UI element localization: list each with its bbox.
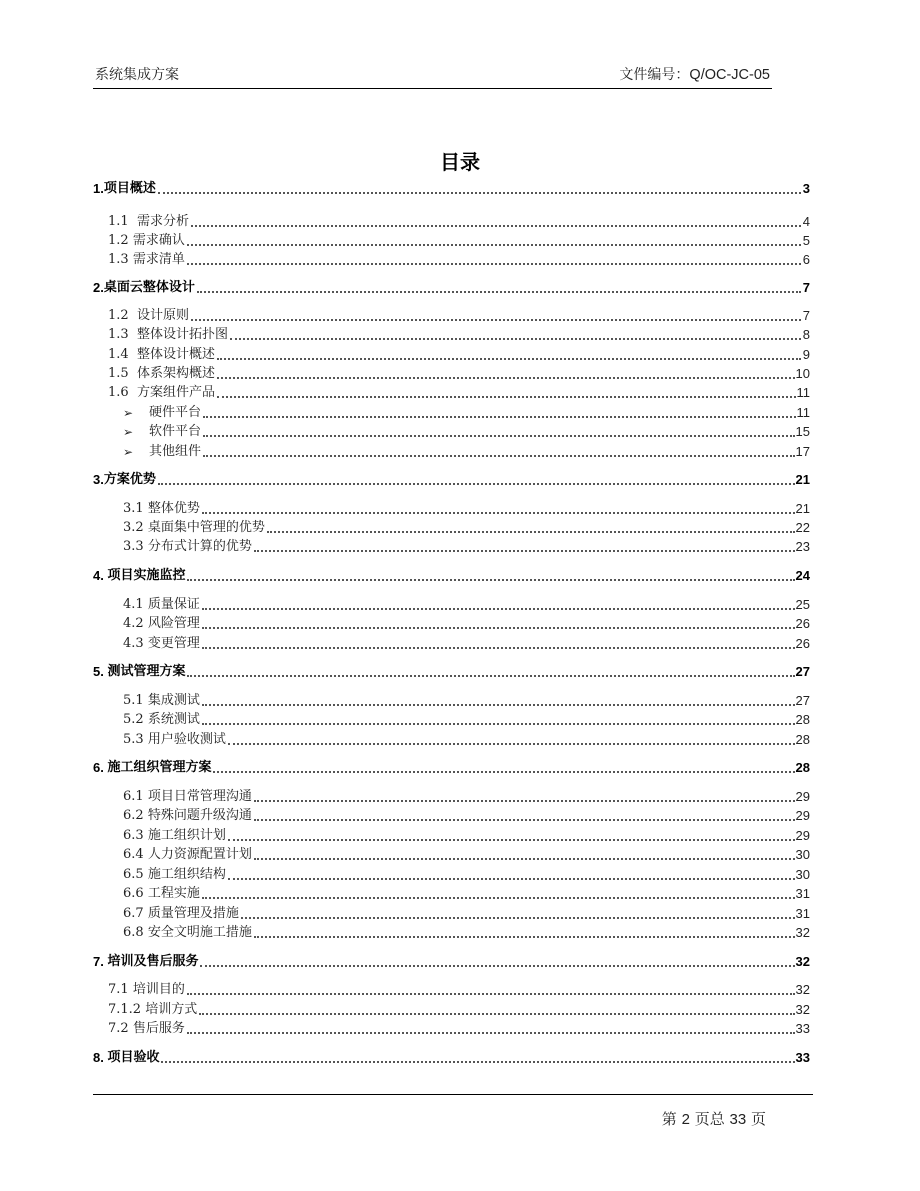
toc-entry-label: 整体优势 [147, 501, 200, 516]
toc-entry-number: 4. [93, 568, 108, 583]
dot-leader [158, 483, 795, 485]
dot-leader [217, 377, 795, 379]
dot-leader [203, 416, 795, 418]
toc-entry-label: 整体设计拓扑图 [136, 327, 228, 342]
toc-entry-label: 桌面云整体设计 [103, 280, 195, 295]
toc-entry-page: 5 [802, 233, 810, 248]
toc-entry-number: 3. [93, 472, 104, 487]
toc-entry[interactable] [123, 885, 810, 903]
toc-entry[interactable] [123, 731, 810, 749]
footer-total-pages: 33 [729, 1111, 747, 1128]
toc-entry-number: 6. [93, 760, 108, 775]
toc-entry-label: 变更管理 [147, 636, 200, 651]
toc-entry-page: 32 [795, 925, 810, 940]
toc-entry-page: 28 [795, 732, 810, 747]
toc-entry-label: 整体设计概述 [136, 347, 215, 362]
toc-entry[interactable] [123, 711, 810, 729]
toc-entry-page: 31 [795, 906, 810, 921]
toc-entry[interactable] [108, 1020, 810, 1038]
toc-entry-page: 32 [795, 1002, 810, 1017]
toc-entry-number: 5.3 [123, 732, 148, 747]
toc-entry[interactable] [108, 251, 810, 269]
toc-entry-label: 项目概述 [103, 181, 156, 196]
dot-leader [228, 839, 795, 841]
toc-entry-label: 需求分析 [136, 214, 189, 229]
toc-entry-number: 6.8 [123, 925, 148, 940]
dot-leader [187, 1032, 795, 1034]
toc-entry-page: 17 [795, 444, 810, 459]
toc-entry-number: 6.5 [123, 867, 148, 882]
toc-entry-number: 6.6 [123, 886, 148, 901]
toc-title: 目录 [440, 150, 480, 174]
toc-entry[interactable] [123, 500, 810, 518]
page-footer [0, 1108, 766, 1129]
toc-entry[interactable] [123, 807, 810, 825]
toc-entry[interactable] [123, 443, 810, 461]
toc-entry-page: 10 [795, 366, 810, 381]
dot-leader [200, 965, 794, 967]
dot-leader [267, 531, 795, 533]
toc-entry-page: 11 [796, 385, 810, 400]
arrow-bullet-icon: ➢ [123, 445, 134, 459]
toc-entry-page: 29 [795, 808, 810, 823]
toc-entry-label: 特殊问题升级沟通 [147, 808, 252, 823]
document-number-code: Q/OC-JC-05 [689, 67, 770, 83]
dot-leader [254, 936, 795, 938]
dot-leader [191, 225, 801, 227]
dot-leader [217, 358, 801, 360]
toc-entry-number: 5. [93, 664, 108, 679]
dot-leader [197, 291, 801, 293]
dot-leader [187, 263, 801, 265]
dot-leader [191, 319, 801, 321]
toc-entry-label: 安全文明施工措施 [147, 925, 252, 940]
dot-leader [187, 244, 801, 246]
footer-divider [93, 1094, 813, 1095]
toc-entry-page: 15 [795, 424, 810, 439]
footer-middle: 页总 [694, 1110, 725, 1128]
toc-entry-number: 4.3 [123, 636, 148, 651]
toc-entry-number: 5.1 [123, 693, 148, 708]
toc-entry-label: 方案组件产品 [136, 385, 215, 400]
dot-leader [213, 771, 794, 773]
dot-leader [187, 579, 794, 581]
toc-entry-label: 质量管理及措施 [147, 906, 239, 921]
toc-entry-page: 8 [802, 327, 810, 342]
toc-entry-number: 3.3 [123, 539, 148, 554]
dot-leader [202, 897, 795, 899]
toc-entry[interactable] [123, 404, 810, 422]
toc-entry-label: 分布式计算的优势 [147, 539, 252, 554]
toc-entry-number: 6.7 [123, 906, 148, 921]
toc-entry[interactable] [123, 866, 810, 884]
toc-entry-label: 方案优势 [103, 472, 156, 487]
footer-current-page: 2 [681, 1111, 690, 1128]
dot-leader [202, 627, 795, 629]
toc-entry-page: 29 [795, 828, 810, 843]
toc-entry-page: 27 [795, 664, 810, 679]
toc-entry-number: 7. [93, 954, 108, 969]
dot-leader [187, 993, 795, 995]
toc-entry-label: 培训方式 [145, 1002, 198, 1017]
toc-entry-label: 人力资源配置计划 [147, 847, 252, 862]
dot-leader [254, 858, 795, 860]
toc-entry-label: 体系架构概述 [136, 366, 215, 381]
toc-entry[interactable] [108, 213, 810, 231]
toc-entry-label: 风险管理 [147, 616, 200, 631]
toc-entry-page: 7 [802, 308, 810, 323]
toc-entry-number: 1.2 [108, 233, 133, 248]
document-title: 系统集成方案 [95, 67, 179, 83]
toc-entry-page: 32 [795, 982, 810, 997]
toc-entry-label: 需求确认 [132, 233, 185, 248]
page-header [93, 62, 772, 89]
dot-leader [254, 819, 795, 821]
toc-entry-page: 25 [795, 597, 810, 612]
toc-entry-label: 项目验收 [107, 1050, 160, 1065]
toc-entry-number: 7.1 [108, 982, 133, 997]
toc-entry-number: 1.6 [108, 385, 137, 400]
toc-entry[interactable] [123, 519, 810, 537]
dot-leader [202, 512, 795, 514]
toc-entry-number: 1.3 [108, 252, 133, 267]
toc-entry-label: 测试管理方案 [107, 664, 186, 679]
toc-entry[interactable] [108, 346, 810, 364]
toc-entry[interactable] [123, 788, 810, 806]
dot-leader [217, 396, 796, 398]
toc-entry-number: 1.3 [108, 327, 137, 342]
footer-suffix: 页 [750, 1110, 766, 1128]
dot-leader [161, 1061, 794, 1063]
toc-entry-number: 4.1 [123, 597, 148, 612]
toc-entry-page: 29 [795, 789, 810, 804]
dot-leader [202, 723, 795, 725]
dot-leader [202, 704, 795, 706]
arrow-bullet-icon: ➢ [123, 425, 134, 439]
toc-entry[interactable] [123, 692, 810, 710]
toc-entry-page: 33 [795, 1021, 810, 1036]
toc-entry[interactable] [108, 1001, 810, 1019]
toc-entry-page: 31 [795, 886, 810, 901]
toc-entry-label: 培训及售后服务 [107, 954, 199, 969]
toc-entry-number: 1.4 [108, 347, 137, 362]
toc-entry-page: 4 [802, 214, 810, 229]
toc-entry-number: 6.3 [123, 828, 148, 843]
toc-entry-label: 系统测试 [147, 712, 200, 727]
toc-entry-number: 5.2 [123, 712, 148, 727]
toc-entry[interactable] [108, 326, 810, 344]
toc-entry-number: 1. [93, 181, 104, 196]
toc-entry-number: 1.2 [108, 308, 137, 323]
toc-entry-label: 项目日常管理沟通 [147, 789, 252, 804]
dot-leader [203, 455, 795, 457]
toc-entry-number: 4.2 [123, 616, 148, 631]
toc-entry-number: 6.1 [123, 789, 148, 804]
dot-leader [230, 338, 801, 340]
toc-entry-label: 设计原则 [136, 308, 189, 323]
toc-entry-label: 培训目的 [132, 982, 185, 997]
toc-entry-page: 24 [795, 568, 810, 583]
toc-entry[interactable] [123, 635, 810, 653]
toc-entry[interactable] [108, 981, 810, 999]
toc-entry[interactable] [93, 180, 810, 198]
toc-entry-page: 3 [802, 181, 810, 196]
toc-entry-label: 桌面集中管理的优势 [147, 520, 265, 535]
toc-entry-number: 2. [93, 280, 104, 295]
toc-entry[interactable] [123, 423, 810, 441]
toc-entry-page: 28 [795, 712, 810, 727]
toc-entry-number: 3.2 [123, 520, 148, 535]
toc-entry-number: 6.2 [123, 808, 148, 823]
toc-entry-label: 工程实施 [147, 886, 200, 901]
toc-entry-page: 6 [802, 252, 810, 267]
toc-entry-number: 8. [93, 1050, 108, 1065]
dot-leader [228, 743, 795, 745]
dot-leader [202, 647, 795, 649]
toc-entry-label: 售后服务 [132, 1021, 185, 1036]
toc-entry[interactable] [123, 924, 810, 942]
toc-entry-page: 27 [795, 693, 810, 708]
toc-entry-label: 用户验收测试 [147, 732, 226, 747]
toc-entry[interactable] [108, 232, 810, 250]
dot-leader [187, 675, 794, 677]
toc-entry-label: 集成测试 [147, 693, 200, 708]
toc-entry[interactable] [108, 365, 810, 383]
toc-entry-page: 33 [795, 1050, 810, 1065]
toc-entry-page: 28 [795, 760, 810, 775]
toc-entry-page: 7 [802, 280, 810, 295]
toc-entry-page: 11 [796, 405, 810, 420]
toc-entry[interactable] [123, 827, 810, 845]
toc-entry-number: 6.4 [123, 847, 148, 862]
toc-entry-page: 9 [802, 347, 810, 362]
toc-entry-number: 7.2 [108, 1021, 133, 1036]
arrow-bullet-icon: ➢ [123, 406, 134, 420]
toc-entry-page: 21 [795, 501, 810, 516]
dot-leader [202, 608, 795, 610]
toc-entry-label: 需求清单 [132, 252, 185, 267]
toc-entry[interactable] [123, 596, 810, 614]
toc-entry-label: 硬件平台 [149, 405, 202, 420]
toc-entry[interactable] [108, 384, 810, 402]
toc-entry[interactable] [123, 846, 810, 864]
toc-entry-page: 26 [795, 616, 810, 631]
toc-entry-label: 施工组织管理方案 [107, 760, 212, 775]
toc-entry-number: 7.1.2 [108, 1002, 146, 1017]
toc-entry-label: 施工组织结构 [147, 867, 226, 882]
dot-leader [199, 1013, 794, 1015]
toc-entry-number: 1.1 [108, 214, 137, 229]
toc-entry-number: 1.5 [108, 366, 137, 381]
toc-entry[interactable] [108, 307, 810, 325]
toc-entry-page: 32 [795, 954, 810, 969]
toc-entry[interactable] [93, 953, 810, 971]
toc-entry-label: 项目实施监控 [107, 568, 186, 583]
toc-entry[interactable] [123, 615, 810, 633]
toc-entry[interactable] [93, 1049, 810, 1067]
toc-entry[interactable] [93, 759, 810, 777]
toc-entry[interactable] [93, 663, 810, 681]
dot-leader [254, 550, 795, 552]
toc-entry[interactable] [93, 567, 810, 585]
dot-leader [241, 917, 795, 919]
toc-entry-number: 3.1 [123, 501, 148, 516]
toc-entry-page: 26 [795, 636, 810, 651]
toc-entry[interactable] [93, 279, 810, 297]
document-number [619, 64, 770, 84]
dot-leader [254, 800, 795, 802]
toc-entry[interactable] [123, 905, 810, 923]
toc-entry-label: 质量保证 [147, 597, 200, 612]
document-number-label: 文件编号： [619, 67, 690, 83]
dot-leader [228, 878, 795, 880]
toc-entry[interactable] [93, 471, 810, 489]
toc-entry-page: 30 [795, 867, 810, 882]
footer-prefix: 第 [661, 1110, 677, 1128]
toc-entry-page: 23 [795, 539, 810, 554]
toc-entry-label: 施工组织计划 [147, 828, 226, 843]
toc-entry-label: 软件平台 [149, 424, 202, 439]
toc-entry[interactable] [123, 538, 810, 556]
dot-leader [158, 192, 801, 194]
toc-entry-page: 30 [795, 847, 810, 862]
toc-entry-page: 22 [795, 520, 810, 535]
dot-leader [203, 435, 795, 437]
toc-entry-label: 其他组件 [149, 444, 202, 459]
toc-entry-page: 21 [795, 472, 810, 487]
